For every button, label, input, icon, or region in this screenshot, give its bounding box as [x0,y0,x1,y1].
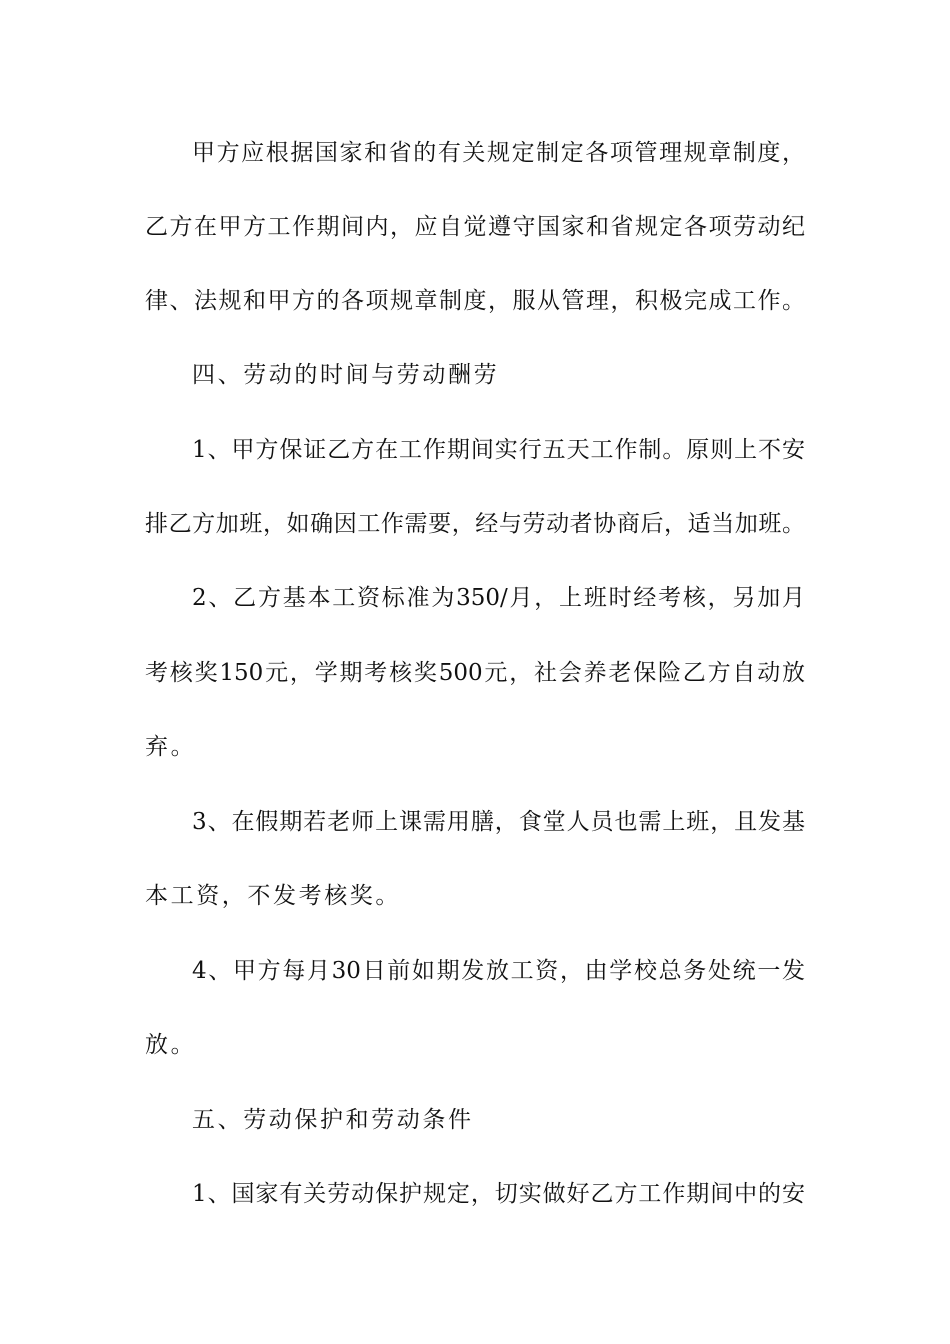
paragraph-line: 考核奖150元，学期考核奖500元，社会养老保险乙方自动放 [145,660,805,686]
paragraph-line: 排乙方加班，如确因工作需要，经与劳动者协商后，适当加班。 [145,511,805,537]
paragraph-line: 本工资，不发考核奖。 [145,883,401,909]
paragraph-line: 弃。 [145,734,197,760]
paragraph-line: 放。 [145,1032,197,1058]
paragraph-line: 律、法规和甲方的各项规章制度，服从管理，积极完成工作。 [145,288,805,314]
paragraph-line: 甲方应根据国家和省的有关规定制定各项管理规章制度， [192,140,805,166]
paragraph-line: 2、乙方基本工资标准为350/月，上班时经考核，另加月 [192,585,805,611]
paragraph-line: 3、在假期若老师上课需用膳，食堂人员也需上班，且发基 [192,809,805,835]
paragraph-line: 乙方在甲方工作期间内，应自觉遵守国家和省规定各项劳动纪 [145,214,805,240]
paragraph-line: 1、甲方保证乙方在工作期间实行五天工作制。原则上不安 [192,437,805,463]
section-heading: 五、劳动保护和劳动条件 [192,1107,474,1133]
section-heading: 四、劳动的时间与劳动酬劳 [192,362,500,388]
paragraph-line: 1、国家有关劳动保护规定，切实做好乙方工作期间中的安 [192,1181,805,1207]
paragraph-line: 4、甲方每月30日前如期发放工资，由学校总务处统一发 [192,958,805,984]
